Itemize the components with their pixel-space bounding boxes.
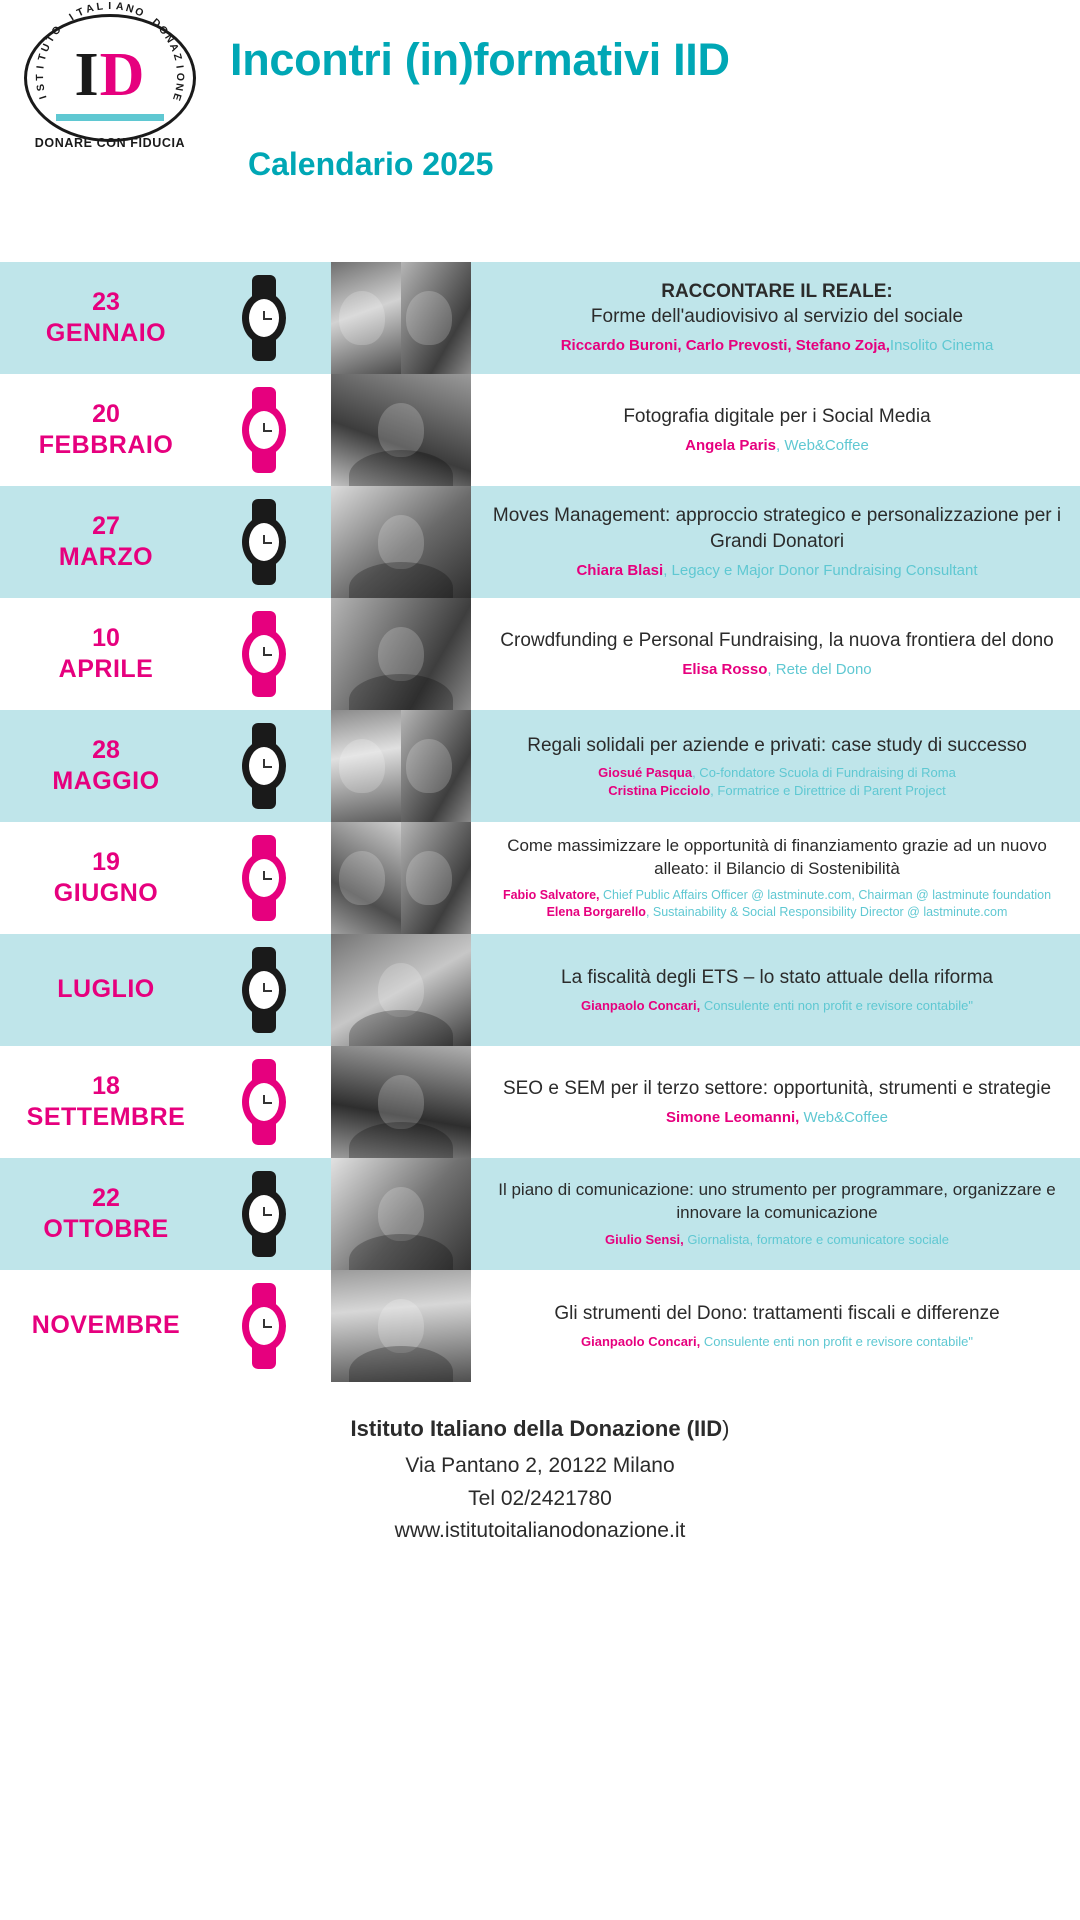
event-speakers	[492, 436, 1062, 456]
event-date	[0, 262, 212, 374]
footer-org-name: Istituto Italiano della Donazione (IID	[350, 1416, 723, 1441]
poster-footer	[0, 1416, 1080, 1548]
speaker-photo	[331, 1158, 471, 1270]
logo-arc-text: I S T I T U T O I T A L I A N O D O N A Z I O N E	[33, 0, 187, 103]
footer-phone: Tel 02/2421780	[468, 1486, 612, 1510]
calendar-row	[0, 934, 1080, 1046]
watch-icon-cell	[212, 1270, 316, 1382]
event-month: MAGGIO	[52, 767, 160, 795]
footer-address: Via Pantano 2, 20122 Milano	[405, 1454, 675, 1477]
event-speakers	[492, 336, 1062, 356]
footer-website[interactable]: www.istitutoitalianodonazione.it	[394, 1519, 686, 1543]
speaker-role: Consulente enti non profit e revisore contabile"	[700, 1334, 973, 1350]
event-title: Crowdfunding e Personal Fundraising, la nuova frontiera del dono	[500, 630, 1054, 652]
event-title: SEO e SEM per il terzo settore: opportunità, strumenti e strategie	[502, 1078, 1052, 1100]
event-speakers	[492, 887, 1062, 921]
watch-icon	[242, 835, 286, 921]
speaker-name: Angela Paris	[685, 436, 777, 454]
speaker-photo-cell	[316, 710, 486, 822]
watch-icon	[242, 1171, 286, 1257]
speaker-name-2: Cristina Picciolo	[608, 782, 711, 798]
event-date	[0, 934, 212, 1046]
event-speakers	[492, 764, 1062, 799]
watch-icon-cell	[212, 934, 316, 1046]
speaker-name: Gianpaolo Concari,	[581, 1334, 701, 1350]
event-title: Moves Management: approccio strategico e personalizzazione per i Grandi Donatori	[492, 505, 1062, 552]
speaker-role: Chief Public Affairs Officer @ lastminute.com, Chairman @ lastminute foundation	[599, 888, 1052, 903]
speaker-role: , Web&Coffee	[776, 436, 869, 454]
speaker-name: Elisa Rosso	[682, 660, 768, 678]
speaker-photo-cell	[316, 822, 486, 934]
event-day: 23	[92, 287, 120, 316]
event-title-strong: RACCONTARE IL REALE:	[661, 280, 893, 302]
speaker-photo	[331, 598, 471, 710]
event-date	[0, 710, 212, 822]
event-title: Fotografia digitale per i Social Media	[623, 406, 931, 428]
speaker-name-2: Elena Borgarello	[546, 904, 646, 919]
speaker-photo	[331, 374, 471, 486]
event-speakers	[492, 561, 1062, 581]
event-date	[0, 1046, 212, 1158]
watch-icon-cell	[212, 822, 316, 934]
logo-initial-i: I	[74, 41, 100, 109]
speaker-photo	[331, 1046, 471, 1158]
calendar-row	[0, 710, 1080, 822]
event-details	[486, 822, 1080, 934]
calendar-row	[0, 1046, 1080, 1158]
speaker-photo-cell	[316, 262, 486, 374]
event-day: 28	[92, 735, 120, 764]
event-details	[486, 1158, 1080, 1270]
speaker-role-2: , Sustainability & Social Responsibility Director @ lastminute.com	[645, 904, 1008, 919]
event-month: APRILE	[58, 655, 154, 683]
logo-underline	[56, 114, 164, 121]
speaker-name: Giosué Pasqua	[598, 765, 693, 781]
speaker-role: Giornalista, formatore e comunicatore sociale	[683, 1232, 949, 1248]
watch-icon-cell	[212, 710, 316, 822]
event-month: NOVEMBRE	[31, 1311, 181, 1340]
speaker-photo-cell	[316, 374, 486, 486]
event-date	[0, 1158, 212, 1270]
event-month: OTTOBRE	[43, 1215, 169, 1243]
watch-icon	[242, 387, 286, 473]
event-details	[486, 262, 1080, 374]
speaker-photo-cell	[316, 486, 486, 598]
event-title: Forme dell'audiovisivo al servizio del sociale	[590, 306, 964, 328]
speaker-photo	[331, 934, 471, 1046]
poster-header	[0, 0, 1080, 262]
logo-initial-d: D	[99, 41, 146, 109]
watch-icon-cell	[212, 1158, 316, 1270]
speaker-name: Simone Leomanni,	[665, 1108, 800, 1126]
event-date	[0, 598, 212, 710]
speaker-photo	[331, 710, 471, 822]
speaker-photo-cell	[316, 1046, 486, 1158]
speaker-photo-cell	[316, 934, 486, 1046]
speaker-photo-cell	[316, 1270, 486, 1382]
event-title: Come massimizzare le opportunità di finanziamento grazie ad un nuovo alleato: il Bilancio di Sostenibilità	[507, 836, 1047, 879]
watch-icon	[242, 1283, 286, 1369]
speaker-name: Giulio Sensi,	[605, 1232, 684, 1248]
event-speakers	[492, 1333, 1062, 1351]
speaker-photo	[331, 1270, 471, 1382]
watch-icon	[242, 947, 286, 1033]
event-date	[0, 486, 212, 598]
speaker-role: Consulente enti non profit e revisore contabile"	[700, 998, 973, 1014]
logo-initials	[10, 41, 210, 109]
speaker-role: Insolito Cinema	[889, 337, 994, 355]
calendar-row	[0, 822, 1080, 934]
event-day: 18	[92, 1071, 120, 1100]
event-month: MARZO	[58, 543, 154, 571]
event-details	[486, 598, 1080, 710]
speaker-role: , Co-fondatore Scuola di Fundraising di Roma	[692, 765, 956, 781]
event-date	[0, 374, 212, 486]
event-day: 22	[92, 1183, 120, 1212]
watch-icon-cell	[212, 598, 316, 710]
speaker-name: Riccardo Buroni, Carlo Prevosti, Stefano Zoja,	[560, 337, 890, 355]
speaker-photo-cell	[316, 1158, 486, 1270]
speaker-name: Fabio Salvatore,	[502, 888, 600, 903]
event-details	[486, 1270, 1080, 1382]
event-month: GENNAIO	[45, 319, 167, 347]
watch-icon	[242, 611, 286, 697]
event-month: SETTEMBRE	[26, 1103, 186, 1131]
watch-icon-cell	[212, 1046, 316, 1158]
iid-logo	[10, 0, 210, 175]
event-title: Il piano di comunicazione: uno strumento per programmare, organizzare e innovare la comunicazione	[498, 1180, 1056, 1223]
speaker-role: , Rete del Dono	[767, 660, 872, 678]
logo-tagline: DONARE CON FIDUCIA	[34, 136, 186, 150]
calendar-rows	[0, 262, 1080, 1382]
watch-icon	[242, 723, 286, 809]
event-speakers	[492, 1231, 1062, 1249]
speaker-photo	[331, 262, 471, 374]
event-title: Gli strumenti del Dono: trattamenti fiscali e differenze	[554, 1303, 1000, 1325]
speaker-name: Chiara Blasi	[576, 561, 664, 579]
calendar-row	[0, 262, 1080, 374]
event-date	[0, 1270, 212, 1382]
event-details	[486, 486, 1080, 598]
page-subtitle: Calendario 2025	[248, 146, 494, 182]
event-month: GIUGNO	[53, 879, 159, 907]
watch-icon	[242, 499, 286, 585]
calendar-row	[0, 598, 1080, 710]
speaker-role: , Legacy e Major Donor Fundraising Consultant	[663, 561, 978, 579]
event-title: Regali solidali per aziende e privati: case study di successo	[527, 734, 1027, 756]
watch-icon	[242, 1059, 286, 1145]
speaker-role: Web&Coffee	[799, 1108, 889, 1126]
speaker-role-2: , Formatrice e Direttrice di Parent Project	[710, 782, 946, 798]
event-month: LUGLIO	[57, 975, 155, 1004]
event-speakers	[492, 660, 1062, 680]
event-title: La fiscalità degli ETS – lo stato attuale della riforma	[561, 967, 993, 989]
watch-icon-cell	[212, 486, 316, 598]
footer-organization	[0, 1416, 1080, 1442]
event-day: 19	[92, 847, 120, 876]
event-details	[486, 374, 1080, 486]
speaker-photo-cell	[316, 598, 486, 710]
speaker-photo	[331, 822, 471, 934]
event-details	[486, 934, 1080, 1046]
event-details	[486, 1046, 1080, 1158]
event-speakers	[492, 1108, 1062, 1128]
event-details	[486, 710, 1080, 822]
footer-org-paren: )	[722, 1416, 730, 1441]
calendar-row	[0, 1270, 1080, 1382]
watch-icon	[242, 275, 286, 361]
event-speakers	[492, 997, 1062, 1015]
event-day: 10	[92, 623, 120, 652]
event-day: 27	[92, 511, 120, 540]
speaker-name: Gianpaolo Concari,	[581, 998, 701, 1014]
watch-icon-cell	[212, 262, 316, 374]
page-title: Incontri (in)formativi IID	[230, 34, 730, 85]
calendar-row	[0, 486, 1080, 598]
speaker-photo	[331, 486, 471, 598]
event-day: 20	[92, 399, 120, 428]
calendar-row	[0, 374, 1080, 486]
event-date	[0, 822, 212, 934]
calendar-row	[0, 1158, 1080, 1270]
event-month: FEBBRAIO	[38, 431, 174, 459]
watch-icon-cell	[212, 374, 316, 486]
